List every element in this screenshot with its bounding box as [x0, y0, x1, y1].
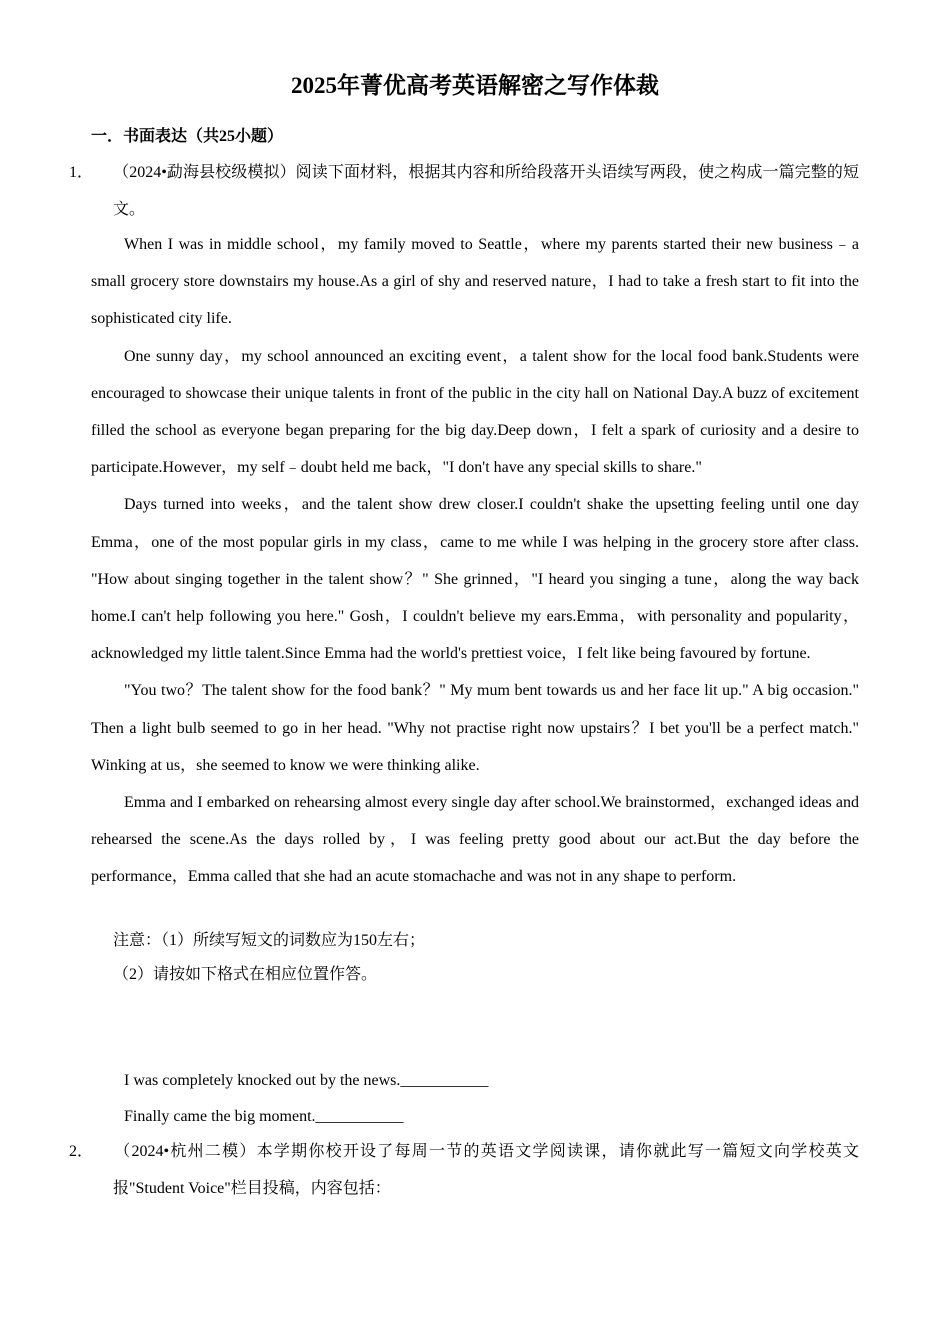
note-format: （2）请按如下格式在相应位置作答。 — [113, 966, 378, 983]
question-source: （2024•勐海县校级模拟） — [113, 164, 296, 181]
question-number: 2． — [69, 1143, 94, 1160]
question-source: （2024•杭州二模） — [113, 1143, 257, 1160]
passage-paragraph: One sunny day，my school announced an exciting event，a talent show for the local food bank.Students were encouraged to showcase their unique talents in front of the public in the city hall on National Day.A buzz of excitement filled the school as everyone began preparing for the big day.Deep down，I felt a spark of curiosity and a desire to participate.However，my self﹣doubt held me back，"I don't have any special skills to share." — [91, 347, 859, 477]
passage-paragraph: Days turned into weeks，and the talent show drew closer.I couldn't shake the upsetting feeling until one day Emma，one of the most popular girls in my class，came to me while I was helping in the grocery store after class. "How about singing together in the talent show？" She grinned，"I heard you singing a tune，along the way back home.I can't help following you here." Gosh，I couldn't believe my ears.Emma，with personality and popularity，acknowledged my little talent.Since Emma had the world's prettiest voice，I felt like being favoured by fortune. — [91, 496, 859, 663]
note-word-count: 注意：（1）所续写短文的词数应为150左右； — [113, 932, 426, 949]
passage-paragraph: Emma and I embarked on rehearsing almost every single day after school.We brainstormed，exchanged ideas and rehearsed the scene.As the days rolled by，I was feeling pretty good about our act.But the day before the performance，Emma called that she had an acute stomachache and was not in any shape to perform. — [91, 794, 859, 886]
page-title: 2025年菁优高考英语解密之写作体裁 — [291, 73, 659, 98]
continuation-prompt-1: I was completely knocked out by the news.___________ — [124, 1072, 489, 1089]
passage-paragraph: "You two？The talent show for the food bank？" My mum bent towards us and her face lit up." A big occasion." Then a light bulb seemed to go in her head. "Why not practise right now upstairs？I bet you'll be a perfect match." Winking at us，she seemed to know we were thinking alike. — [91, 682, 859, 774]
reading-passage — [91, 226, 859, 896]
question-number: 1． — [69, 164, 94, 181]
question-instruction: 本学期你校开设了每周一节的英语文学阅读课，请你就此写一篇短文向学校英文报"Student Voice"栏目投稿，内容包括： — [113, 1143, 859, 1197]
question-2 — [69, 1133, 859, 1207]
continuation-prompt-2: Finally came the big moment.___________ — [124, 1108, 404, 1125]
question-1 — [69, 154, 859, 228]
passage-paragraph: When I was in middle school，my family moved to Seattle，where my parents started their new business﹣a small grocery store downstairs my house.As a girl of shy and reserved nature，I had to take a fresh start to fit into the sophisticated city life. — [91, 236, 860, 328]
question-instruction: 阅读下面材料，根据其内容和所给段落开头语续写两段，使之构成一篇完整的短文。 — [113, 164, 859, 218]
section-heading: 一．书面表达（共25小题） — [91, 128, 284, 145]
